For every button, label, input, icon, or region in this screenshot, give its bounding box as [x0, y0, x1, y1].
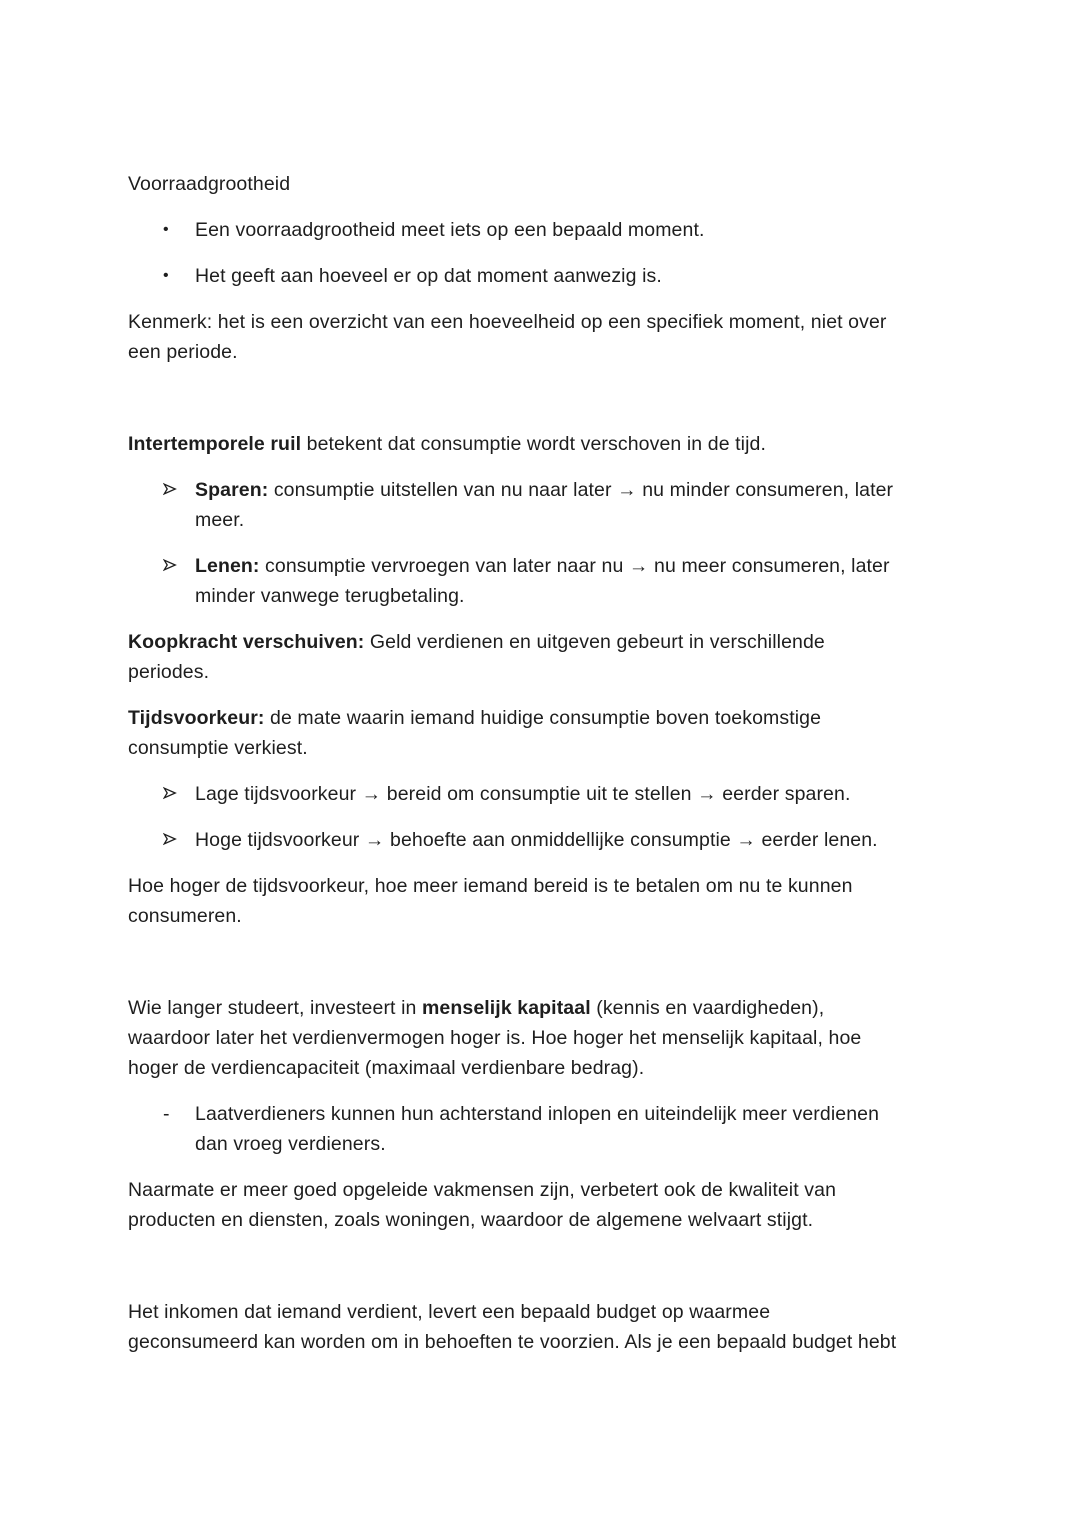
text-run: hoger de verdiencapaciteit (maximaal verdienbare bedrag).	[128, 1057, 645, 1079]
list-item	[128, 261, 968, 291]
text-run: periodes.	[128, 661, 210, 683]
list-item-text	[195, 1099, 968, 1159]
text-run: Naarmate er meer goed opgeleide vakmensen zijn, verbetert ook de kwaliteit van	[128, 1179, 837, 1201]
text-run: waardoor later het verdienvermogen hoger is. Hoe hoger het menselijk kapitaal, hoe	[128, 1027, 862, 1049]
bold-text-run: Koopkracht verschuiven:	[128, 631, 365, 653]
document-body	[128, 169, 968, 1357]
text-run: meer.	[195, 509, 245, 531]
list-item	[128, 779, 968, 809]
list-item	[128, 475, 968, 535]
arrow-bullet-icon	[163, 557, 177, 573]
text-run: (kennis en vaardigheden),	[590, 997, 825, 1019]
dash-bullet-icon: -	[163, 1103, 170, 1125]
paragraph	[128, 429, 968, 459]
arrow-bullet-icon	[163, 825, 195, 855]
text-run: Hoe hoger de tijdsvoorkeur, hoe meer iemand bereid is te betalen om nu te kunnen	[128, 875, 853, 897]
text-run: Laatverdieners kunnen hun achterstand inlopen en uiteindelijk meer verdienen	[195, 1103, 880, 1125]
arrow-bullet-icon	[163, 785, 177, 801]
list-item-text	[195, 825, 968, 855]
text-run: minder vanwege terugbetaling.	[195, 585, 465, 607]
bold-text-run: Tijdsvoorkeur:	[128, 707, 265, 729]
text-run: dan vroeg verdieners.	[195, 1133, 386, 1155]
section-title	[128, 169, 968, 199]
text-run: consumptie verkiest.	[128, 737, 308, 759]
dot-bullet-icon: •	[163, 221, 169, 238]
text-run: Het geeft aan hoeveel er op dat moment aanwezig is.	[195, 265, 662, 287]
arrow-bullet-icon	[163, 551, 195, 581]
text-run: consumptie vervroegen van later naar nu → nu meer consumeren, later	[259, 555, 890, 577]
text-run: consumeren.	[128, 905, 242, 927]
text-run: Geld verdienen en uitgeven gebeurt in verschillende	[364, 631, 825, 653]
text-run: een periode.	[128, 341, 238, 363]
text-run: betekent dat consumptie wordt verschoven in de tijd.	[301, 433, 767, 455]
text-run: Lage tijdsvoorkeur → bereid om consumptie uit te stellen → eerder sparen.	[195, 783, 851, 805]
paragraph	[128, 1175, 968, 1235]
list-item	[128, 215, 968, 245]
text-run: consumptie uitstellen van nu naar later → nu minder consumeren, later	[268, 479, 894, 501]
list-item-text	[195, 475, 968, 535]
list-item-text	[195, 551, 968, 611]
text-run: Wie langer studeert, investeert in	[128, 997, 422, 1019]
text-run: de mate waarin iemand huidige consumptie boven toekomstige	[264, 707, 822, 729]
dot-bullet-icon: •	[163, 267, 169, 284]
text-run: Hoge tijdsvoorkeur → behoefte aan onmiddellijke consumptie → eerder lenen.	[195, 829, 878, 851]
text-run: Het inkomen dat iemand verdient, levert een bepaald budget op waarmee	[128, 1301, 771, 1323]
paragraph	[128, 1297, 968, 1357]
arrow-bullet-icon	[163, 779, 195, 809]
bold-text-run: Sparen:	[195, 479, 269, 501]
paragraph	[128, 871, 968, 931]
paragraph	[128, 627, 968, 687]
empty-paragraph	[128, 383, 968, 413]
paragraph	[128, 307, 968, 367]
empty-paragraph	[128, 947, 968, 977]
text-run: geconsumeerd kan worden om in behoeften te voorzien. Als je een bepaald budget hebt	[128, 1331, 897, 1353]
text-run: Voorraadgrootheid	[128, 173, 291, 195]
bold-text-run: Lenen:	[195, 555, 260, 577]
text-run: Een voorraadgrootheid meet iets op een bepaald moment.	[195, 219, 705, 241]
list-item-text	[195, 261, 968, 291]
paragraph	[128, 703, 968, 763]
bold-text-run: menselijk kapitaal	[421, 997, 591, 1019]
list-item-text	[195, 779, 968, 809]
text-run: producten en diensten, zoals woningen, waardoor de algemene welvaart stijgt.	[128, 1209, 814, 1231]
arrow-bullet-icon	[163, 481, 177, 497]
arrow-bullet-icon	[163, 831, 177, 847]
paragraph	[128, 993, 968, 1083]
empty-paragraph	[128, 1251, 968, 1281]
list-item-text	[195, 215, 968, 245]
list-item	[128, 825, 968, 855]
list-item	[128, 1099, 968, 1159]
list-item	[128, 551, 968, 611]
arrow-bullet-icon	[163, 475, 195, 505]
text-run: Kenmerk: het is een overzicht van een hoeveelheid op een specifiek moment, niet over	[128, 311, 887, 333]
bold-text-run: Intertemporele ruil	[128, 433, 302, 455]
